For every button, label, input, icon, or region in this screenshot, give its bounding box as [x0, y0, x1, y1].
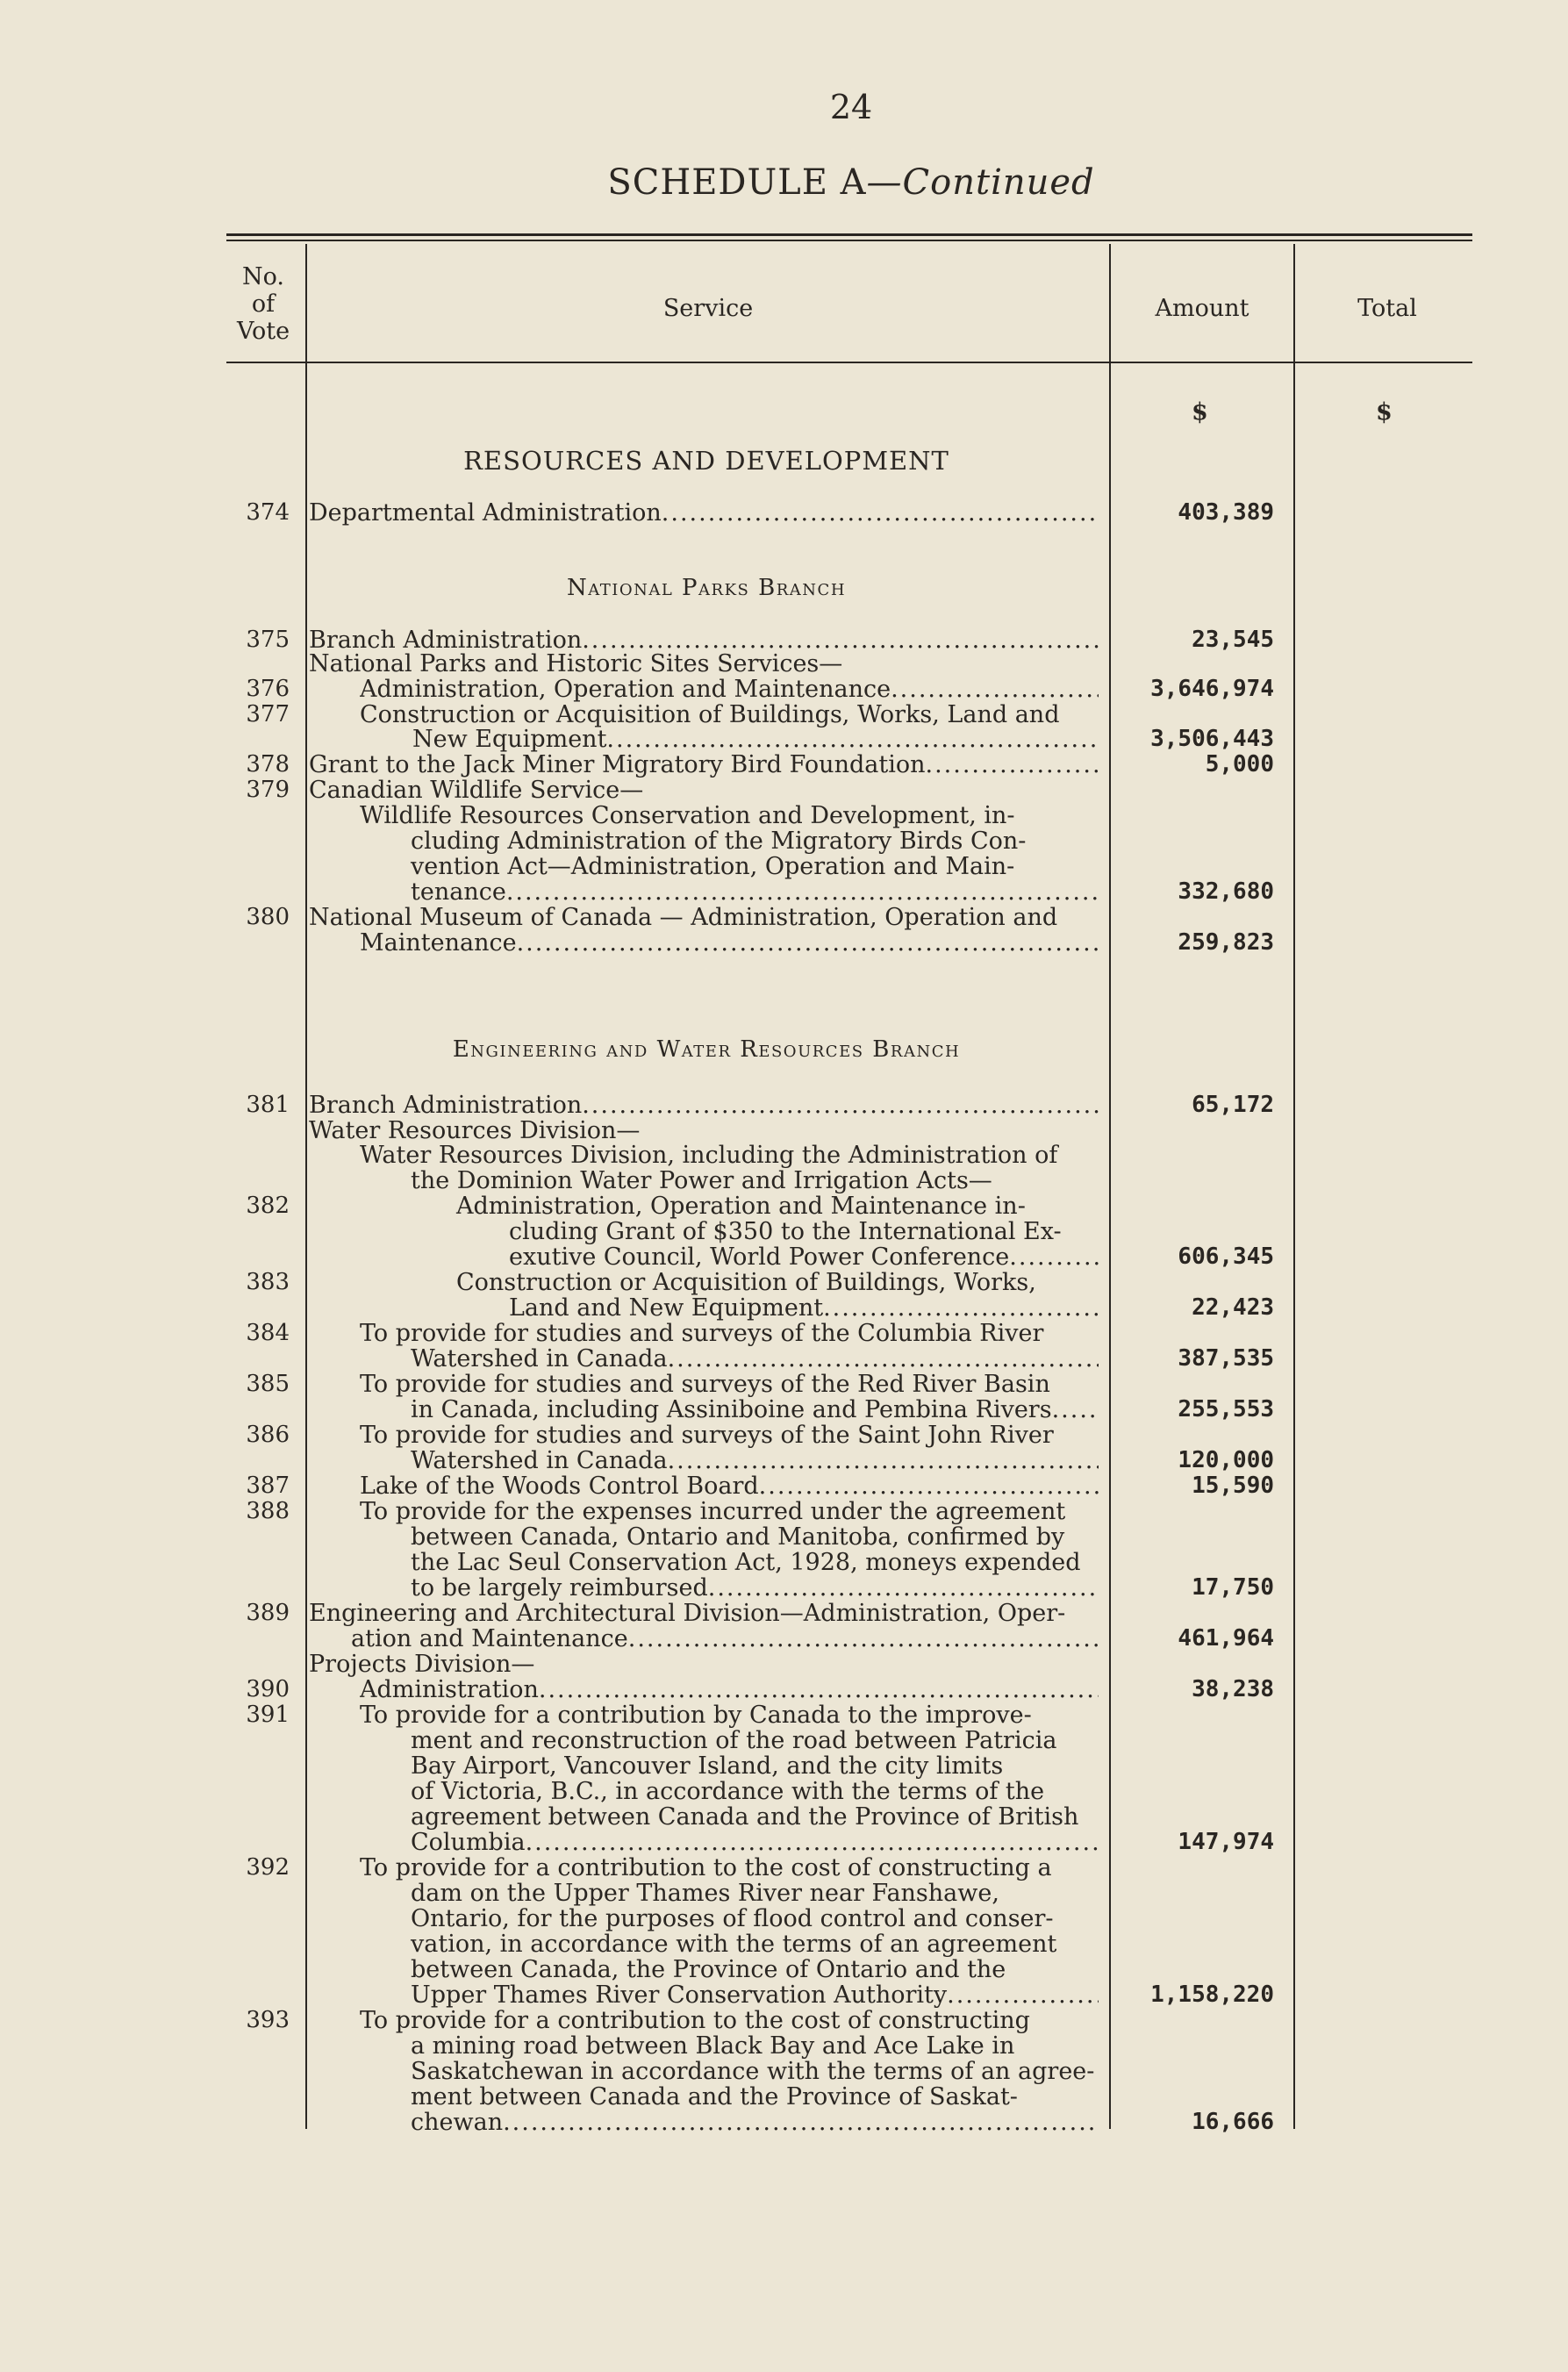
service-line: the Lac Seul Conservation Act, 1928, moneys expended — [411, 1549, 1081, 1576]
dot-leader — [891, 677, 1099, 702]
vote-number: 386 — [246, 1422, 290, 1448]
amount-value: 16,666 — [1192, 2109, 1274, 2135]
schedule-title — [0, 162, 1568, 203]
service-line: National Parks and Historic Sites Services— — [309, 650, 843, 677]
service-line: in Canada, including Assiniboine and Pembina Rivers — [411, 1397, 1052, 1422]
vote-number: 393 — [246, 2007, 290, 2033]
service-line: To provide for studies and surveys of the Red River Basin — [360, 1371, 1050, 1398]
amount-value: 1,158,220 — [1150, 1981, 1274, 2008]
dot-leader — [582, 627, 1099, 653]
service-line-leader — [509, 1295, 1099, 1321]
service-line: National Museum of Canada — Administration, Operation and — [309, 904, 1058, 931]
header-rule — [226, 362, 1472, 363]
service-line: Projects Division— — [309, 1651, 535, 1678]
amount-value: 461,964 — [1178, 1625, 1274, 1652]
column-divider — [1293, 244, 1295, 2129]
column-divider — [1109, 244, 1111, 2129]
column-divider — [305, 244, 307, 2129]
vote-number: 389 — [246, 1600, 290, 1626]
amount-value: 259,823 — [1178, 929, 1274, 956]
service-line: To provide for a contribution to the cost of constructing a — [360, 1854, 1052, 1881]
service-line-leader — [411, 1346, 1099, 1372]
dot-leader — [517, 930, 1099, 956]
service-line: Administration, Operation and Maintenance in- — [456, 1193, 1026, 1220]
amount-value: 65,172 — [1192, 1092, 1274, 1118]
service-line: agreement between Canada and the Province of British — [411, 1803, 1079, 1831]
amount-value: 17,750 — [1192, 1574, 1274, 1601]
amount-value: 3,646,974 — [1150, 676, 1274, 702]
service-line: ment between Canada and the Province of Saskat- — [411, 2083, 1018, 2110]
dot-leader — [759, 1473, 1099, 1499]
service-line: tenance — [411, 879, 506, 905]
amount-value: 3,506,443 — [1150, 726, 1274, 752]
service-line-leader — [411, 1575, 1099, 1601]
amount-value: 120,000 — [1178, 1447, 1274, 1473]
vote-number: 378 — [246, 751, 290, 778]
service-line: Branch Administration — [309, 627, 583, 653]
service-line: vention Act—Administration, Operation and Main- — [411, 853, 1015, 880]
service-line: exutive Council, World Power Conference — [509, 1244, 1010, 1270]
service-line: To provide for a contribution to the cost of constructing — [360, 2007, 1030, 2034]
vote-number: 383 — [246, 1269, 290, 1295]
service-line: To provide for studies and surveys of the Columbia River — [360, 1320, 1044, 1347]
service-line: ation and Maintenance — [351, 1626, 628, 1652]
service-line: Saskatchewan in accordance with the terms of an agree- — [411, 2058, 1095, 2085]
service-line: Bay Airport, Vancouver Island, and the city limits — [411, 1752, 1004, 1780]
service-line: ment and reconstruction of the road between Patricia — [411, 1727, 1057, 1754]
dot-leader — [1009, 1244, 1099, 1270]
vote-number: 384 — [246, 1320, 290, 1346]
dot-leader — [606, 727, 1099, 752]
service-line-leader — [351, 1626, 1099, 1652]
service-line-leader — [411, 1982, 1099, 2008]
service-line: New Equipment — [412, 727, 607, 752]
amount-value: 23,545 — [1192, 627, 1274, 653]
service-line: Watershed in Canada — [411, 1346, 668, 1372]
amount-value: 5,000 — [1205, 751, 1274, 778]
service-line: Administration — [360, 1677, 539, 1702]
service-line: To provide for the expenses incurred under the agreement — [360, 1498, 1066, 1525]
dot-leader — [539, 1677, 1099, 1702]
dot-leader — [628, 1626, 1099, 1652]
service-line: vation, in accordance with the terms of an agreement — [411, 1931, 1057, 1958]
dot-leader — [668, 1448, 1099, 1473]
service-line-leader — [360, 1473, 1099, 1499]
service-line: Construction or Acquisition of Buildings, Works, Land and — [360, 701, 1060, 728]
service-line: Wildlife Resources Conservation and Development, in- — [360, 802, 1015, 829]
dot-leader — [1052, 1397, 1099, 1422]
service-line-leader — [309, 1093, 1099, 1118]
amount-value: 403,389 — [1178, 499, 1274, 526]
vote-number: 385 — [246, 1371, 290, 1397]
title-main: SCHEDULE A — [607, 162, 867, 203]
vote-number: 392 — [246, 1854, 290, 1881]
service-line: Water Resources Division, including the Administration of — [360, 1142, 1058, 1169]
top-rule-thin — [226, 240, 1472, 241]
service-line: To provide for studies and surveys of the Saint John River — [360, 1422, 1054, 1449]
service-line: Construction or Acquisition of Buildings, Works, — [456, 1269, 1036, 1296]
vote-number: 382 — [246, 1193, 290, 1219]
section-heading: National Parks Branch — [566, 575, 847, 601]
service-line: Upper Thames River Conservation Authority — [411, 1982, 948, 2008]
service-line: Maintenance — [360, 930, 517, 956]
vote-number: 381 — [246, 1092, 290, 1118]
vote-number: 377 — [246, 701, 290, 727]
dot-leader — [662, 500, 1099, 526]
amount-value: 38,238 — [1192, 1676, 1274, 1702]
service-line-leader — [411, 2110, 1099, 2135]
service-line: a mining road between Black Bay and Ace Lake in — [411, 2032, 1015, 2060]
service-line: dam on the Upper Thames River near Fanshawe, — [411, 1880, 999, 1907]
service-line-leader — [360, 677, 1099, 702]
service-line: Lake of the Woods Control Board — [360, 1473, 759, 1499]
dot-leader — [668, 1346, 1099, 1372]
amount-value: 332,680 — [1178, 878, 1274, 905]
vote-number: 375 — [246, 627, 290, 653]
service-line: Columbia — [411, 1830, 526, 1855]
service-line: Departmental Administration — [309, 500, 662, 526]
service-line: Branch Administration — [309, 1093, 583, 1118]
service-line: chewan — [411, 2110, 504, 2135]
service-line: Engineering and Architectural Division—Administration, Oper- — [309, 1600, 1066, 1627]
service-line: Watershed in Canada — [411, 1448, 668, 1473]
service-line: Grant to the Jack Miner Migratory Bird Foundation — [309, 752, 926, 778]
section-heading: Engineering and Water Resources Branch — [452, 1036, 961, 1063]
amount-currency: $ — [1192, 398, 1208, 426]
dot-leader — [503, 2110, 1099, 2135]
service-line: Ontario, for the purposes of flood control and conser- — [411, 1905, 1054, 1932]
vote-number: 376 — [246, 676, 290, 702]
service-line: Canadian Wildlife Service— — [309, 777, 644, 804]
top-rule — [226, 233, 1472, 236]
section-heading: RESOURCES AND DEVELOPMENT — [463, 446, 949, 476]
dot-leader — [823, 1295, 1099, 1321]
dot-leader — [708, 1575, 1099, 1601]
service-line-leader — [411, 1448, 1099, 1473]
service-line: of Victoria, B.C., in accordance with the terms of the — [411, 1778, 1045, 1805]
service-line: to be largely reimbursed — [411, 1575, 708, 1601]
page-number: 24 — [829, 88, 873, 126]
service-line-leader — [309, 627, 1099, 653]
amount-value: 15,590 — [1192, 1473, 1274, 1499]
header-service: Service — [662, 295, 754, 322]
amount-value: 147,974 — [1178, 1829, 1274, 1855]
service-line: cluding Administration of the Migratory Birds Con- — [411, 828, 1027, 855]
total-currency: $ — [1376, 398, 1393, 426]
service-line-leader — [411, 1397, 1099, 1422]
service-line: Land and New Equipment — [509, 1295, 824, 1321]
service-line-leader — [411, 1830, 1099, 1855]
amount-value: 387,535 — [1178, 1345, 1274, 1372]
dot-leader — [526, 1830, 1099, 1855]
vote-number: 379 — [246, 777, 290, 803]
service-line: Water Resources Division— — [309, 1117, 641, 1144]
service-line-leader — [412, 727, 1099, 752]
service-line: between Canada, Ontario and Manitoba, confirmed by — [411, 1523, 1065, 1551]
header-total: Total — [1357, 295, 1417, 322]
dot-leader — [947, 1982, 1099, 2008]
header-amount: Amount — [1155, 295, 1249, 322]
service-line-leader — [360, 930, 1099, 956]
vote-number: 390 — [246, 1676, 290, 1702]
service-line: between Canada, the Province of Ontario and the — [411, 1956, 1006, 1983]
service-line: the Dominion Water Power and Irrigation Acts— — [411, 1167, 992, 1194]
title-suffix: —Continued — [866, 162, 1095, 203]
service-line: cluding Grant of $350 to the International Ex- — [509, 1218, 1062, 1245]
service-line-leader — [309, 500, 1099, 526]
header-vote: No. of Vote — [236, 263, 290, 345]
vote-number: 374 — [246, 499, 290, 526]
service-line: To provide for a contribution by Canada to the improve- — [360, 1702, 1032, 1729]
dot-leader — [506, 879, 1099, 905]
dot-leader — [925, 752, 1099, 778]
service-line-leader — [411, 879, 1099, 905]
vote-number: 387 — [246, 1473, 290, 1499]
service-line: Administration, Operation and Maintenance — [360, 677, 891, 702]
service-line-leader — [509, 1244, 1099, 1270]
vote-number: 391 — [246, 1702, 290, 1728]
amount-value: 255,553 — [1178, 1396, 1274, 1422]
dot-leader — [582, 1093, 1099, 1118]
amount-value: 606,345 — [1178, 1243, 1274, 1270]
vote-number: 388 — [246, 1498, 290, 1524]
service-line-leader — [309, 752, 1099, 778]
amount-value: 22,423 — [1192, 1294, 1274, 1321]
vote-number: 380 — [246, 904, 290, 930]
service-line-leader — [360, 1677, 1099, 1702]
